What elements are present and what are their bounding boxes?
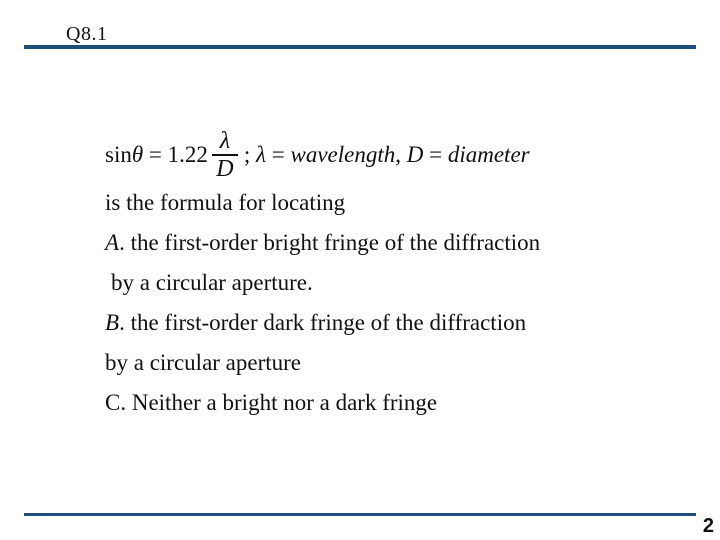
formula-equals: = <box>266 142 291 167</box>
formula-fraction <box>212 128 238 182</box>
question-stem: is the formula for locating <box>105 190 346 215</box>
page-number: 2 <box>702 515 714 537</box>
formula-equals: = <box>423 142 448 167</box>
option-text: . the first-order bright fringe of the diffraction <box>119 230 541 255</box>
formula-sin: sin <box>105 142 132 167</box>
formula-theta: θ <box>131 142 144 167</box>
formula-separator: ; <box>243 142 257 167</box>
option-b-line2: by a circular aperture <box>105 350 302 375</box>
diffraction-formula <box>105 120 695 190</box>
formula-diameter-symbol: D <box>406 142 424 167</box>
option-letter: B <box>105 310 120 335</box>
option-b-line1 <box>105 310 695 350</box>
formula-lambda: λ <box>256 142 266 167</box>
formula-lambda-definition: wavelength <box>290 142 396 167</box>
option-c-line1 <box>105 390 695 430</box>
question-content <box>105 120 695 430</box>
option-text: . Neither a bright nor a dark fringe <box>120 390 438 415</box>
option-a-line2: by a circular aperture. <box>111 270 313 295</box>
fraction-numerator: λ <box>219 128 231 155</box>
top-rule <box>24 45 696 49</box>
bottom-rule <box>24 513 696 516</box>
formula-equals: = <box>143 142 168 167</box>
slide-title: Q8.1 <box>66 23 108 45</box>
fraction-denominator: D <box>216 155 234 182</box>
formula-coefficient: 1.22 <box>167 142 208 167</box>
formula-comma: , <box>395 142 407 167</box>
option-text: . the first-order dark fringe of the diffraction <box>119 310 527 335</box>
option-letter: C <box>105 390 121 415</box>
formula-diameter-definition: diameter <box>447 142 530 167</box>
option-a-line1 <box>105 230 695 270</box>
option-letter: A <box>105 230 120 255</box>
